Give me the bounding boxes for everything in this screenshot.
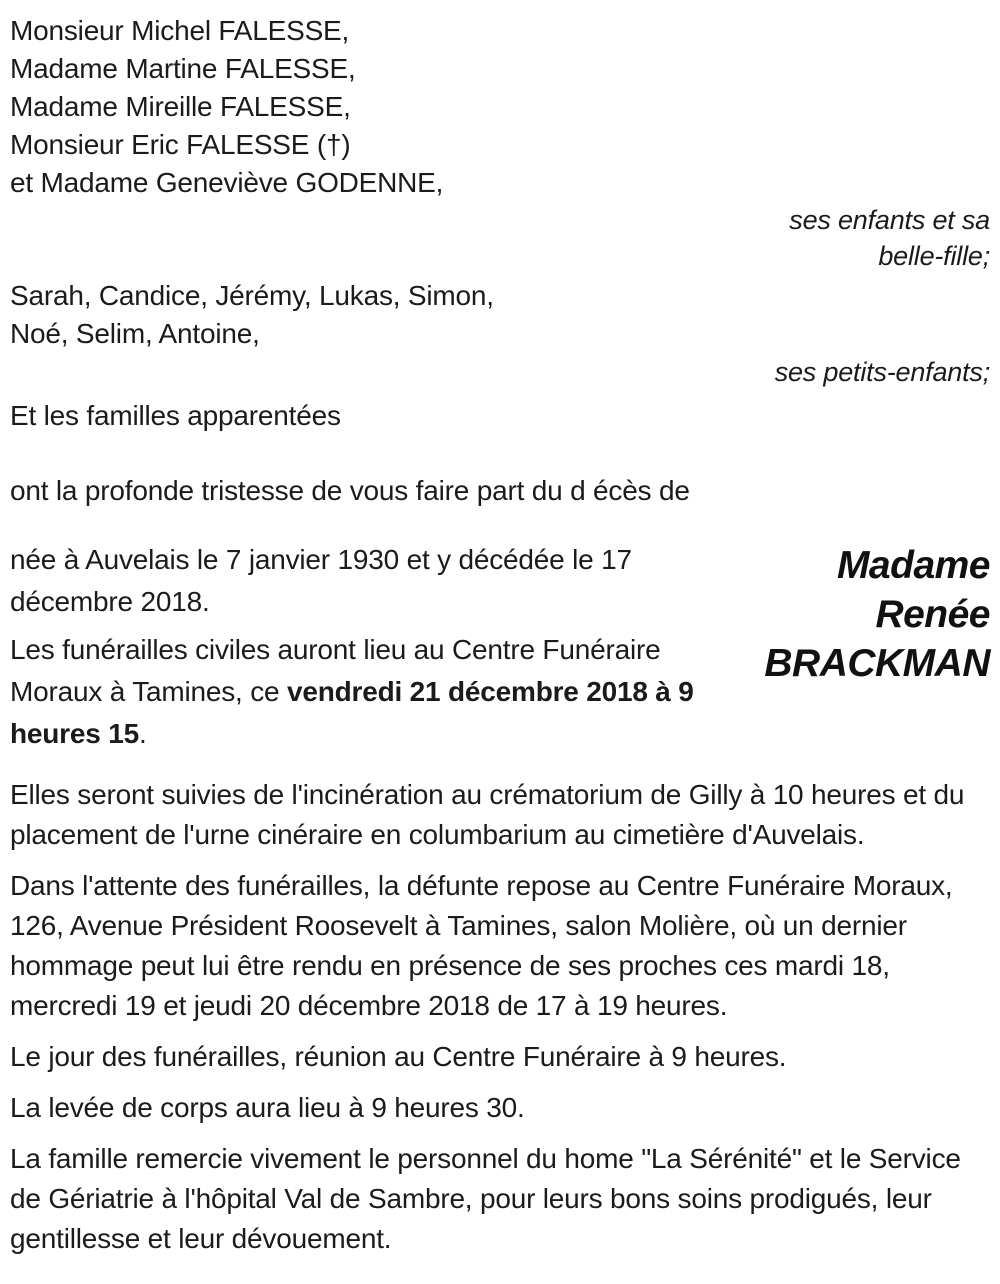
family-name-line: Monsieur Eric FALESSE (†) <box>10 129 351 160</box>
paragraph-levee-de-corps: La levée de corps aura lieu à 9 heures 30. <box>10 1092 525 1123</box>
deceased-title: Madame <box>836 544 990 587</box>
funeral-paragraph <box>10 629 752 755</box>
deceased-last-name: BRACKMAN <box>764 642 990 685</box>
funeral-text-before: Les funérailles civiles auront lieu au Centre Funéraire Moraux à Tamines, ce <box>10 634 661 707</box>
funeral-text-after: . <box>138 718 147 749</box>
family-name-line: Monsieur Michel FALESSE, <box>10 15 350 46</box>
paragraph-meeting: Le jour des funérailles, réunion au Centre Funéraire à 9 heures. <box>10 1041 787 1072</box>
relation-children-label <box>10 202 990 274</box>
grandchildren-line: Noé, Selim, Antoine, <box>10 318 260 349</box>
relation-grandchildren-label: ses petits-enfants; <box>774 357 990 387</box>
related-families-line <box>10 397 990 435</box>
family-name-line: Madame Mireille FALESSE, <box>10 91 351 122</box>
deceased-details-column <box>10 539 752 755</box>
deceased-name-block <box>752 539 990 688</box>
relation-children-line: belle-fille; <box>878 241 990 271</box>
grandchildren-names-block <box>10 277 990 353</box>
related-families-text: Et les familles apparentées <box>10 400 341 431</box>
relation-children-line: ses enfants et sa <box>789 205 990 235</box>
deceased-first-name: Renée <box>875 593 990 636</box>
birth-death-paragraph: née à Auvelais le 7 janvier 1930 et y décédée le 17 décembre 2018. <box>10 544 632 617</box>
grandchildren-line: Sarah, Candice, Jérémy, Lukas, Simon, <box>10 280 494 311</box>
announcement-line: ont la profonde tristesse de vous faire part du d écès de <box>10 475 690 506</box>
paragraph-repose: Dans l'attente des funérailles, la défunte repose au Centre Funéraire Moraux, 126, Avenue Président Roosevelt à Tamines, salon Molière, où un dernier hommage peut lui être rendu en présence de ses proches ces mardi 18, mercredi 19 et jeudi 20 décembre 2018 de 17 à 19 heures. <box>10 870 953 1021</box>
family-names-block <box>10 12 990 202</box>
deceased-section <box>10 539 990 755</box>
family-name-line: et Madame Geneviève GODENNE, <box>10 167 444 198</box>
paragraph-cremation: Elles seront suivies de l'incinération au crématorium de Gilly à 10 heures et du placement de l'urne cinéraire en columbarium au cimetière d'Auvelais. <box>10 779 965 850</box>
funeral-date-bold: vendredi 21 décembre 2018 à 9 heures 15 <box>10 676 694 749</box>
paragraph-thanks: La famille remercie vivement le personnel du home "La Sérénité" et le Service de Gériatrie à l'hôpital Val de Sambre, pour leurs bons soins prodigués, leur gentillesse et leur dévouement. <box>10 1143 961 1254</box>
family-name-line: Madame Martine FALESSE, <box>10 53 356 84</box>
